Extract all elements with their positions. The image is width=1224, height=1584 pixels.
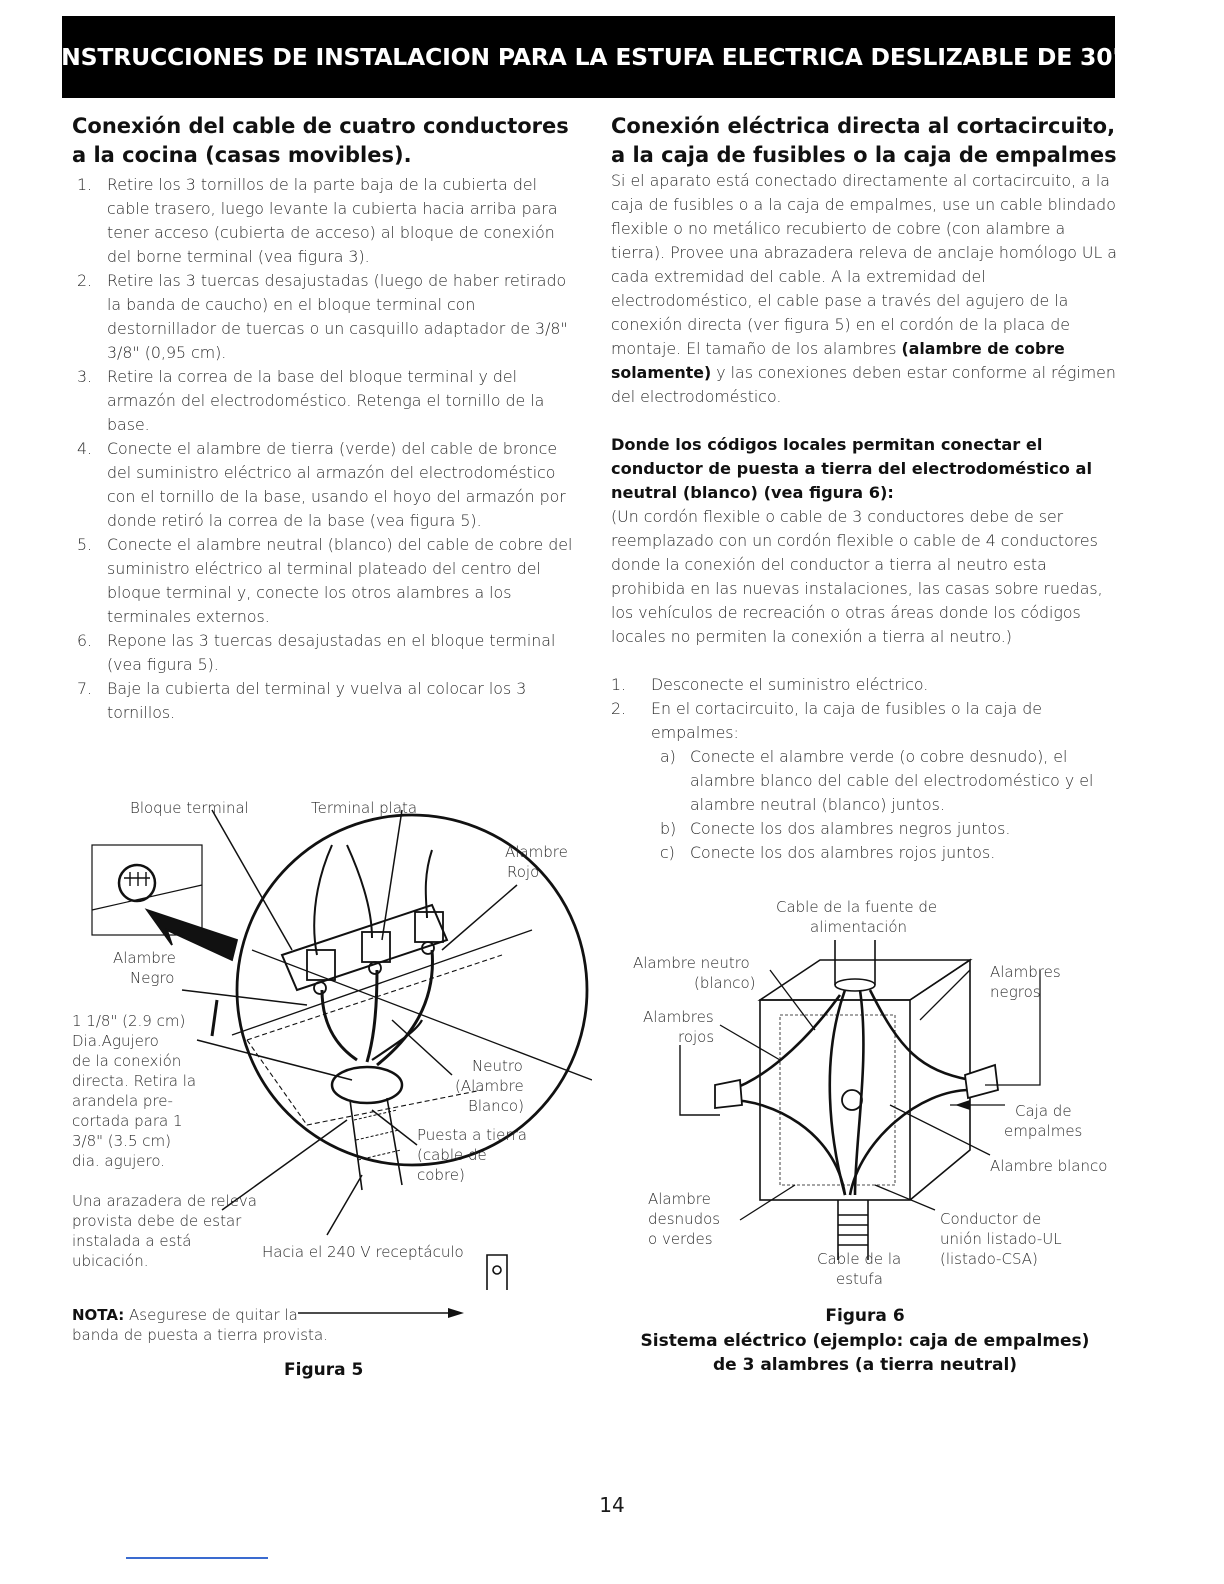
list-item: 5. Conecte el alambre neutral (blanco) del cable de cobre del suministro eléctrico al terminal plateado del centro del bloque terminal y, conecte los otros alambres a los terminales externos.	[77, 535, 573, 626]
label-desnudos-3: o verdes	[648, 1230, 713, 1248]
label-fuente-1: Cable de la fuente de	[776, 898, 938, 916]
list-item: 2. Retire las 3 tuercas desajustadas (luego de haber retirado la banda de caucho) en el bloque terminal con destornillador de tuercas o un casquillo adaptador de 3/8" 3/8" (0,95 cm).	[77, 271, 568, 362]
label-neutro-blanco-2: (blanco)	[694, 974, 756, 992]
label-arazadera-2: provista debe de estar	[72, 1212, 242, 1230]
right-steps-list	[611, 673, 1119, 865]
label-agujero-1: 1 1/8" (2.9 cm)	[72, 1012, 186, 1030]
label-alambre-negro-2: Negro	[130, 969, 175, 987]
page-header-banner	[52, 16, 1125, 98]
label-rojos-2: rojos	[678, 1028, 715, 1046]
label-desnudos-1: Alambre	[648, 1190, 711, 1208]
label-neutro-2: (Alambre	[455, 1077, 524, 1095]
label-agujero-5: arandela pre-	[72, 1092, 173, 1110]
note-arrow-icon	[298, 1306, 468, 1320]
list-item: 4. Conecte el alambre de tierra (verde) del cable de bronce del suministro eléctrico al armazón del electrodoméstico con el tornillo de la base, usando el hoyo del armazón por donde retiró la correa de la base (vea figura 5).	[77, 439, 566, 530]
list-item: b) Conecte los dos alambres negros juntos.	[660, 819, 1011, 838]
label-alambre-blanco: Alambre blanco	[990, 1157, 1108, 1175]
label-caja-1: Caja de	[1015, 1102, 1072, 1120]
label-agujero-4: directa. Retira la	[72, 1072, 197, 1090]
figure5-note: NOTA: Asegurese de quitar la banda de puesta a tierra provista.	[72, 1306, 328, 1344]
right-column	[611, 112, 1119, 865]
list-item: 7. Baje la cubierta del terminal y vuelva al colocar los 3 tornillos.	[77, 679, 527, 722]
label-arazadera-1: Una arazadera de releva	[72, 1192, 257, 1210]
label-alambre-rojo: Alambre	[505, 843, 568, 861]
label-hacia-receptaculo: Hacia el 240 V receptáculo	[262, 1243, 464, 1261]
label-agujero-6: cortada para 1	[72, 1112, 183, 1130]
list-item: a) Conecte el alambre verde (o cobre desnudo), el alambre blanco del cable del electrodoméstico y el alambre neutral (blanco) juntos.	[660, 747, 1094, 814]
label-rojos-1: Alambres	[643, 1008, 714, 1026]
label-arazadera-4: ubicación.	[72, 1252, 149, 1270]
list-item: 1. Desconecte el suministro eléctrico.	[611, 675, 929, 694]
right-subheading: Donde los códigos locales permitan conectar el conductor de puesta a tierra del electrodoméstico al neutral (blanco) (vea figura 6):	[611, 435, 1092, 502]
label-neutro-3: Blanco)	[468, 1097, 524, 1115]
label-negros-1: Alambres	[990, 963, 1061, 981]
list-item: 1. Retire los 3 tornillos de la parte baja de la cubierta del cable trasero, luego levante la cubierta hacia arriba para tener acceso (cubierta de acceso) al bloque de conexión del borne terminal (vea figura 3).	[77, 175, 558, 266]
list-item: 6. Repone las 3 tuercas desajustadas en el bloque terminal (vea figura 5).	[77, 631, 556, 674]
label-neutro-blanco-1: Alambre neutro	[633, 954, 750, 972]
right-heading: Conexión eléctrica directa al cortacircuito, a la caja de fusibles o la caja de empalmes	[611, 114, 1117, 167]
label-conductor-3: (listado-CSA)	[940, 1250, 1038, 1268]
label-arazadera-3: instalada a está	[72, 1232, 192, 1250]
label-desnudos-2: desnudos	[648, 1210, 721, 1228]
list-item: 3. Retire la correa de la base del bloque terminal y del armazón del electrodoméstico. Retenga el tornillo de la base.	[77, 367, 545, 434]
label-alambre-rojo-2: Rojo	[507, 863, 540, 881]
label-neutro-1: Neutro	[472, 1057, 523, 1075]
label-agujero-8: dia. agujero.	[72, 1152, 166, 1170]
footer-rule	[126, 1557, 268, 1559]
list-item: 2. En el cortacircuito, la caja de fusibles o la caja de empalmes: a) Conecte el alambre verde (o cobre desnudo), el alambre blanco del cable del electrodoméstico y el alambre neutral (blanco) juntos. b) Conecte los dos alambres negros juntos. c) Conecte los dos alambres rojos juntos.	[611, 697, 1119, 865]
left-steps-list	[72, 173, 577, 725]
label-terminal-plata: Terminal plata	[311, 799, 418, 817]
label-agujero-3: de la conexión	[72, 1052, 182, 1070]
label-estufa-1: Cable de la	[817, 1250, 902, 1268]
label-alambre-negro: Alambre	[113, 949, 176, 967]
list-item: c) Conecte los dos alambres rojos juntos.	[660, 843, 996, 862]
label-tierra-1: Puesta a tierra	[417, 1126, 527, 1144]
label-agujero-7: 3/8" (3.5 cm)	[72, 1132, 171, 1150]
label-tierra-3: cobre)	[417, 1166, 465, 1184]
label-bloque-terminal: Bloque terminal	[130, 799, 249, 817]
label-conductor-2: unión listado-UL	[940, 1230, 1062, 1248]
left-column	[72, 112, 577, 725]
right-substeps-list	[651, 745, 1119, 865]
label-agujero-2: Dia.Agujero	[72, 1032, 159, 1050]
label-estufa-2: estufa	[836, 1270, 883, 1288]
label-caja-2: empalmes	[1004, 1122, 1083, 1140]
page-number: 14	[599, 1493, 625, 1517]
label-tierra-2: (cable de	[417, 1146, 487, 1164]
figure6-caption-line2: de 3 alambres (a tierra neutral)	[712, 1355, 1018, 1375]
right-intro: Si el aparato está conectado directamente al cortacircuito, a la caja de fusibles o a la caja de empalmes, use un cable blindado flexible o no metálico recubierto de cobre (con alambre a tierra). Provee una abrazadera releva de anclaje homólogo UL a cada extremidad del cable. A la extremidad del electrodoméstico, el cable pase a través del agujero de la conexión directa (ver figura 5) en el cordón de la placa de montaje. El tamaño de los alambres (alambre de cobre solamente) y las conexiones deben estar conforme al régimen del electrodoméstico.	[611, 171, 1117, 406]
label-negros-2: negros	[990, 983, 1041, 1001]
figure6-caption-line1: Sistema eléctrico (ejemplo: caja de empalmes)	[640, 1331, 1090, 1351]
label-fuente-2: alimentación	[810, 918, 908, 936]
right-paren-note: (Un cordón flexible o cable de 3 conductores debe de ser reemplazado con un cordón flexible o cable de 4 conductores donde la conexión del conductor a tierra al neutro esta prohibida en las nuevas instalaciones, las casas sobre ruedas, los vehículos de recreación o otras áreas donde los códigos locales no permiten la conexión a tierra al neutro.)	[611, 507, 1103, 646]
figure6-caption-title: Figura 6	[825, 1306, 905, 1326]
left-heading: Conexión del cable de cuatro conductores a la cocina (casas movibles).	[72, 114, 569, 167]
page-header-title: INSTRUCCIONES DE INSTALACION PARA LA ESTUFA ELECTRICA DESLIZABLE DE 30"	[52, 43, 1125, 71]
figure5-caption: Figura 5	[284, 1360, 364, 1380]
label-conductor-1: Conductor de	[940, 1210, 1042, 1228]
